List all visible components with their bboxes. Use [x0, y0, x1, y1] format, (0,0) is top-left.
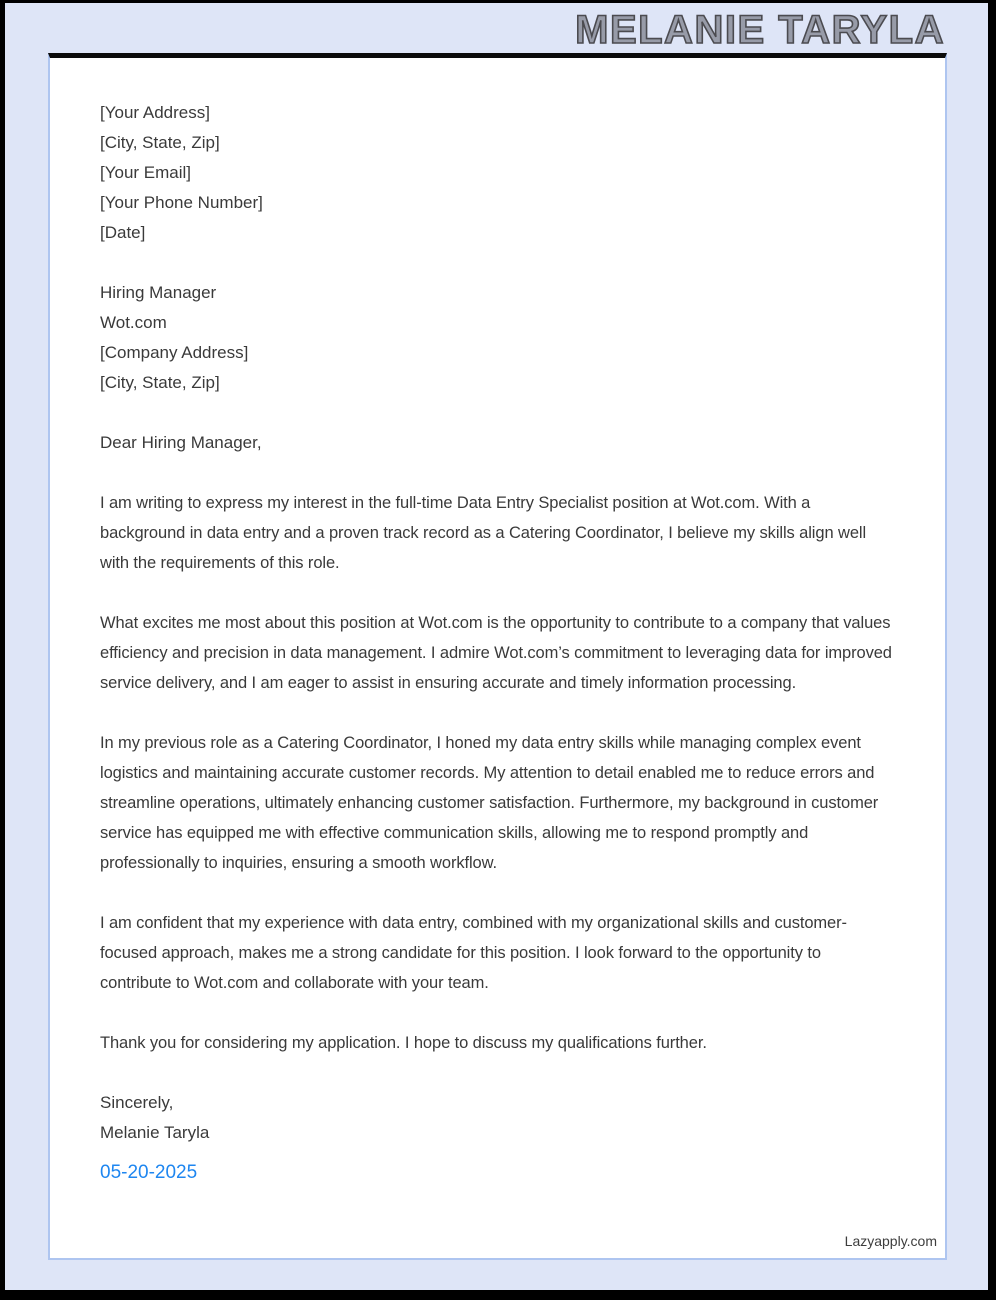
sender-city-line: [City, State, Zip] [100, 133, 220, 152]
sender-email-line: [Your Email] [100, 163, 192, 182]
sender-address-line: [Your Address] [100, 103, 210, 122]
recipient-address-block [100, 278, 895, 398]
recipient-city-line: [City, State, Zip] [100, 373, 220, 392]
letter-date: 05-20-2025 [100, 1162, 198, 1183]
body-paragraph-3: In my previous role as a Catering Coordinator, I honed my data entry skills while managing complex event logistics and maintaining accurate customer records. My attention to detail enabled me to reduce errors and streamline operations, ultimately enhancing customer satisfaction. Furthermore, my background in customer service has equipped me with effective communication skills, allowing me to respond promptly and professionally to inquiries, ensuring a smooth workflow. [100, 734, 879, 872]
header-candidate-name: MELANIE TARYLA [575, 8, 945, 52]
body-paragraph-2: What excites me most about this position at Wot.com is the opportunity to contribute to a company that values efficiency and precision in data management. I admire Wot.com’s commitment to leveraging data for improved service delivery, and I am eager to assist in ensuring accurate and timely information processing. [100, 614, 892, 692]
letter-document [48, 53, 947, 1260]
closing-word: Sincerely, [100, 1093, 174, 1112]
recipient-address-line: [Company Address] [100, 343, 249, 362]
body-paragraph-4: I am confident that my experience with data entry, combined with my organizational skills and customer-focused approach, makes me a strong candidate for this position. I look forward to the opportunity to contribute to Wot.com and collaborate with your team. [100, 914, 847, 992]
salutation: Dear Hiring Manager, [100, 433, 262, 452]
sender-address-block [100, 98, 895, 248]
closing-block [100, 1088, 895, 1148]
sender-date-line: [Date] [100, 223, 146, 242]
body-paragraph-1: I am writing to express my interest in the full-time Data Entry Specialist position at Wot.com. With a background in data entry and a proven track record as a Catering Coordinator, I believe my skills align well with the requirements of this role. [100, 494, 867, 572]
watermark-text: Lazyapply.com [844, 1233, 937, 1249]
recipient-name-line: Hiring Manager [100, 283, 217, 302]
recipient-company-line: Wot.com [100, 313, 167, 332]
body-paragraph-5: Thank you for considering my application. I hope to discuss my qualifications further. [100, 1034, 707, 1052]
sender-phone-line: [Your Phone Number] [100, 193, 263, 212]
signature-name: Melanie Taryla [100, 1123, 210, 1142]
